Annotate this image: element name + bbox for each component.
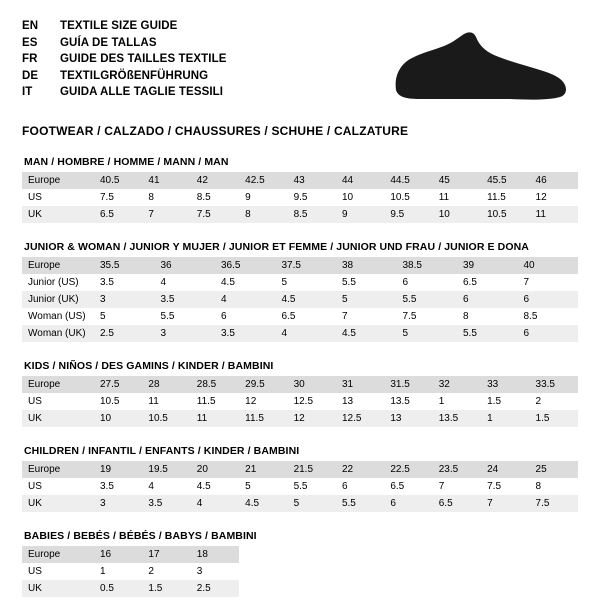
cell: 3.5 bbox=[215, 325, 276, 342]
cell: 39 bbox=[457, 257, 518, 274]
cell: 7 bbox=[336, 308, 397, 325]
size-table-man bbox=[22, 172, 578, 223]
cell: 6.5 bbox=[276, 308, 337, 325]
cell: 5.5 bbox=[155, 308, 216, 325]
cell: 3.5 bbox=[94, 274, 155, 291]
cell-empty bbox=[239, 546, 287, 563]
cell: 11.5 bbox=[239, 410, 287, 427]
row-label: UK bbox=[22, 206, 94, 223]
size-table-children bbox=[22, 461, 578, 512]
cell: 32 bbox=[433, 376, 481, 393]
table-row bbox=[22, 325, 578, 342]
row-label: US bbox=[22, 563, 94, 580]
cell: 4.5 bbox=[239, 495, 287, 512]
cell: 1.5 bbox=[142, 580, 190, 597]
cell: 41 bbox=[142, 172, 190, 189]
language-code: FR bbox=[22, 53, 38, 65]
cell: 2.5 bbox=[94, 325, 155, 342]
language-title: GUÍA DE TALLAS bbox=[60, 36, 157, 49]
cell: 3.5 bbox=[94, 478, 142, 495]
cell-empty bbox=[384, 546, 432, 563]
cell: 11 bbox=[530, 206, 578, 223]
language-code: IT bbox=[22, 86, 33, 98]
cell: 6 bbox=[518, 325, 579, 342]
cell: 20 bbox=[191, 461, 239, 478]
cell: 6.5 bbox=[384, 478, 432, 495]
cell: 12.5 bbox=[336, 410, 384, 427]
cell: 24 bbox=[481, 461, 529, 478]
cell: 5 bbox=[288, 495, 336, 512]
cell: 10.5 bbox=[481, 206, 529, 223]
cell: 4 bbox=[191, 495, 239, 512]
language-row bbox=[22, 18, 227, 35]
row-label: Europe bbox=[22, 461, 94, 478]
cell: 5 bbox=[336, 291, 397, 308]
cell: 8 bbox=[239, 206, 287, 223]
cell: 37.5 bbox=[276, 257, 337, 274]
cell: 43 bbox=[288, 172, 336, 189]
cell: 11.5 bbox=[191, 393, 239, 410]
cell-empty bbox=[384, 563, 432, 580]
row-label: UK bbox=[22, 410, 94, 427]
cell: 7.5 bbox=[94, 189, 142, 206]
cell: 12 bbox=[288, 410, 336, 427]
cell: 5 bbox=[397, 325, 458, 342]
cell: 7 bbox=[142, 206, 190, 223]
table-row bbox=[22, 308, 578, 325]
cell: 13.5 bbox=[433, 410, 481, 427]
cell: 6.5 bbox=[433, 495, 481, 512]
cell: 12 bbox=[530, 189, 578, 206]
cell: 4.5 bbox=[215, 274, 276, 291]
cell: 5.5 bbox=[288, 478, 336, 495]
language-row bbox=[22, 35, 227, 52]
cell: 13.5 bbox=[384, 393, 432, 410]
cell: 30 bbox=[288, 376, 336, 393]
language-title: TEXTILGRÖßENFÜHRUNG bbox=[60, 69, 209, 82]
cell: 27.5 bbox=[94, 376, 142, 393]
cell: 3 bbox=[94, 495, 142, 512]
cell: 3.5 bbox=[142, 495, 190, 512]
cell: 44.5 bbox=[384, 172, 432, 189]
cell: 6 bbox=[397, 274, 458, 291]
cell-empty bbox=[481, 580, 529, 597]
cell: 11 bbox=[142, 393, 190, 410]
cell: 12.5 bbox=[288, 393, 336, 410]
language-code: ES bbox=[22, 36, 38, 49]
cell: 33.5 bbox=[530, 376, 578, 393]
size-group-babies bbox=[22, 530, 578, 597]
cell: 6.5 bbox=[457, 274, 518, 291]
cell: 3.5 bbox=[155, 291, 216, 308]
cell: 8 bbox=[457, 308, 518, 325]
cell: 1 bbox=[94, 563, 142, 580]
cell: 10.5 bbox=[94, 393, 142, 410]
size-table-junior-woman bbox=[22, 257, 578, 342]
cell: 0.5 bbox=[94, 580, 142, 597]
size-group-kids bbox=[22, 360, 578, 427]
cell-empty bbox=[239, 563, 287, 580]
cell: 5 bbox=[94, 308, 155, 325]
table-row bbox=[22, 274, 578, 291]
cell: 1.5 bbox=[481, 393, 529, 410]
language-title: GUIDE DES TAILLES TEXTILE bbox=[60, 53, 227, 65]
cell: 7.5 bbox=[481, 478, 529, 495]
cell: 29.5 bbox=[239, 376, 287, 393]
cell: 9 bbox=[336, 206, 384, 223]
cell-empty bbox=[433, 563, 481, 580]
dress-shoe-icon bbox=[390, 28, 570, 110]
cell: 5 bbox=[239, 478, 287, 495]
cell: 9 bbox=[239, 189, 287, 206]
size-table-babies bbox=[22, 546, 578, 597]
cell: 28 bbox=[142, 376, 190, 393]
table-row bbox=[22, 206, 578, 223]
cell: 2.5 bbox=[191, 580, 239, 597]
row-label: UK bbox=[22, 580, 94, 597]
cell: 36.5 bbox=[215, 257, 276, 274]
footwear-section-title: FOOTWEAR / CALZADO / CHAUSSURES / SCHUHE / CALZATURE bbox=[22, 124, 409, 138]
table-row bbox=[22, 495, 578, 512]
cell: 5.5 bbox=[336, 274, 397, 291]
cell: 5.5 bbox=[397, 291, 458, 308]
cell-empty bbox=[336, 563, 384, 580]
cell-empty bbox=[288, 563, 336, 580]
cell: 6.5 bbox=[94, 206, 142, 223]
cell: 19 bbox=[94, 461, 142, 478]
cell-empty bbox=[530, 563, 578, 580]
language-title: TEXTILE SIZE GUIDE bbox=[60, 20, 178, 32]
cell: 42 bbox=[191, 172, 239, 189]
cell: 31.5 bbox=[384, 376, 432, 393]
table-row bbox=[22, 478, 578, 495]
row-label: Europe bbox=[22, 257, 94, 274]
cell: 10 bbox=[94, 410, 142, 427]
cell: 13 bbox=[384, 410, 432, 427]
cell: 10.5 bbox=[142, 410, 190, 427]
cell: 21.5 bbox=[288, 461, 336, 478]
language-code: DE bbox=[22, 69, 39, 82]
cell: 7.5 bbox=[397, 308, 458, 325]
cell: 4.5 bbox=[276, 291, 337, 308]
language-row bbox=[22, 84, 227, 101]
cell: 21 bbox=[239, 461, 287, 478]
cell: 5.5 bbox=[457, 325, 518, 342]
table-row bbox=[22, 461, 578, 478]
language-title: GUIDA ALLE TAGLIE TESSILI bbox=[60, 86, 224, 98]
cell: 10 bbox=[433, 206, 481, 223]
cell: 38 bbox=[336, 257, 397, 274]
cell-empty bbox=[530, 580, 578, 597]
cell: 23.5 bbox=[433, 461, 481, 478]
size-group-man bbox=[22, 156, 578, 223]
row-label: Europe bbox=[22, 546, 94, 563]
row-label: Europe bbox=[22, 376, 94, 393]
row-label: Junior (US) bbox=[22, 274, 94, 291]
cell: 5 bbox=[276, 274, 337, 291]
cell: 36 bbox=[155, 257, 216, 274]
cell: 45.5 bbox=[481, 172, 529, 189]
cell-empty bbox=[433, 580, 481, 597]
cell-empty bbox=[336, 546, 384, 563]
cell: 3 bbox=[155, 325, 216, 342]
cell: 1 bbox=[433, 393, 481, 410]
row-label: US bbox=[22, 189, 94, 206]
table-row bbox=[22, 393, 578, 410]
cell: 4 bbox=[155, 274, 216, 291]
cell-empty bbox=[288, 546, 336, 563]
cell: 7 bbox=[481, 495, 529, 512]
cell: 4 bbox=[276, 325, 337, 342]
language-row bbox=[22, 51, 227, 68]
size-group-children bbox=[22, 445, 578, 512]
cell: 8.5 bbox=[518, 308, 579, 325]
cell: 4 bbox=[142, 478, 190, 495]
cell: 11 bbox=[191, 410, 239, 427]
cell-empty bbox=[530, 546, 578, 563]
cell: 10 bbox=[336, 189, 384, 206]
cell: 38.5 bbox=[397, 257, 458, 274]
cell: 10.5 bbox=[384, 189, 432, 206]
row-label: Europe bbox=[22, 172, 94, 189]
cell: 22.5 bbox=[384, 461, 432, 478]
cell: 28.5 bbox=[191, 376, 239, 393]
cell: 35.5 bbox=[94, 257, 155, 274]
row-label: US bbox=[22, 478, 94, 495]
cell: 6 bbox=[457, 291, 518, 308]
cell: 22 bbox=[336, 461, 384, 478]
cell: 3 bbox=[94, 291, 155, 308]
cell: 2 bbox=[142, 563, 190, 580]
row-label: US bbox=[22, 393, 94, 410]
cell: 4 bbox=[215, 291, 276, 308]
table-row bbox=[22, 410, 578, 427]
cell: 11 bbox=[433, 189, 481, 206]
cell: 17 bbox=[142, 546, 190, 563]
cell: 31 bbox=[336, 376, 384, 393]
cell: 19.5 bbox=[142, 461, 190, 478]
cell: 40.5 bbox=[94, 172, 142, 189]
table-row bbox=[22, 376, 578, 393]
table-row bbox=[22, 563, 578, 580]
cell: 8.5 bbox=[288, 206, 336, 223]
cell-empty bbox=[336, 580, 384, 597]
group-title: KIDS / NIÑOS / DES GAMINS / KINDER / BAMBINI bbox=[24, 360, 274, 372]
cell: 11.5 bbox=[481, 189, 529, 206]
cell: 7.5 bbox=[191, 206, 239, 223]
cell: 8 bbox=[142, 189, 190, 206]
cell: 8 bbox=[530, 478, 578, 495]
group-title: JUNIOR & WOMAN / JUNIOR Y MUJER / JUNIOR ET FEMME / JUNIOR UND FRAU / JUNIOR E DONA bbox=[24, 241, 529, 253]
cell-empty bbox=[433, 546, 481, 563]
table-row bbox=[22, 257, 578, 274]
table-row bbox=[22, 291, 578, 308]
cell: 12 bbox=[239, 393, 287, 410]
group-title: BABIES / BEBÉS / BÉBÉS / BABYS / BAMBINI bbox=[24, 530, 257, 542]
cell: 44 bbox=[336, 172, 384, 189]
cell: 2 bbox=[530, 393, 578, 410]
table-row bbox=[22, 189, 578, 206]
language-row bbox=[22, 68, 227, 85]
group-title: MAN / HOMBRE / HOMME / MANN / MAN bbox=[24, 156, 229, 168]
cell: 42.5 bbox=[239, 172, 287, 189]
cell: 40 bbox=[518, 257, 579, 274]
cell: 7.5 bbox=[530, 495, 578, 512]
cell: 7 bbox=[433, 478, 481, 495]
row-label: Junior (UK) bbox=[22, 291, 94, 308]
document-header bbox=[22, 18, 578, 110]
cell: 13 bbox=[336, 393, 384, 410]
cell: 5.5 bbox=[336, 495, 384, 512]
cell-empty bbox=[239, 580, 287, 597]
table-row bbox=[22, 172, 578, 189]
cell: 6 bbox=[336, 478, 384, 495]
cell: 45 bbox=[433, 172, 481, 189]
cell: 6 bbox=[518, 291, 579, 308]
cell-empty bbox=[288, 580, 336, 597]
group-title: CHILDREN / INFANTIL / ENFANTS / KINDER / BAMBINI bbox=[24, 445, 300, 457]
cell-empty bbox=[481, 563, 529, 580]
size-group-junior-woman bbox=[22, 241, 578, 342]
cell: 1 bbox=[481, 410, 529, 427]
cell: 8.5 bbox=[191, 189, 239, 206]
cell: 6 bbox=[215, 308, 276, 325]
cell: 46 bbox=[530, 172, 578, 189]
language-code: EN bbox=[22, 20, 39, 32]
cell: 7 bbox=[518, 274, 579, 291]
size-table-kids bbox=[22, 376, 578, 427]
table-row bbox=[22, 580, 578, 597]
cell: 3 bbox=[191, 563, 239, 580]
language-title-list bbox=[22, 18, 227, 101]
cell-empty bbox=[481, 546, 529, 563]
table-row bbox=[22, 546, 578, 563]
cell: 18 bbox=[191, 546, 239, 563]
row-label: UK bbox=[22, 495, 94, 512]
cell: 33 bbox=[481, 376, 529, 393]
cell: 9.5 bbox=[384, 206, 432, 223]
cell-empty bbox=[384, 580, 432, 597]
cell: 16 bbox=[94, 546, 142, 563]
row-label: Woman (UK) bbox=[22, 325, 94, 342]
cell: 4.5 bbox=[191, 478, 239, 495]
cell: 4.5 bbox=[336, 325, 397, 342]
row-label: Woman (US) bbox=[22, 308, 94, 325]
cell: 1.5 bbox=[530, 410, 578, 427]
cell: 9.5 bbox=[288, 189, 336, 206]
cell: 6 bbox=[384, 495, 432, 512]
cell: 25 bbox=[530, 461, 578, 478]
